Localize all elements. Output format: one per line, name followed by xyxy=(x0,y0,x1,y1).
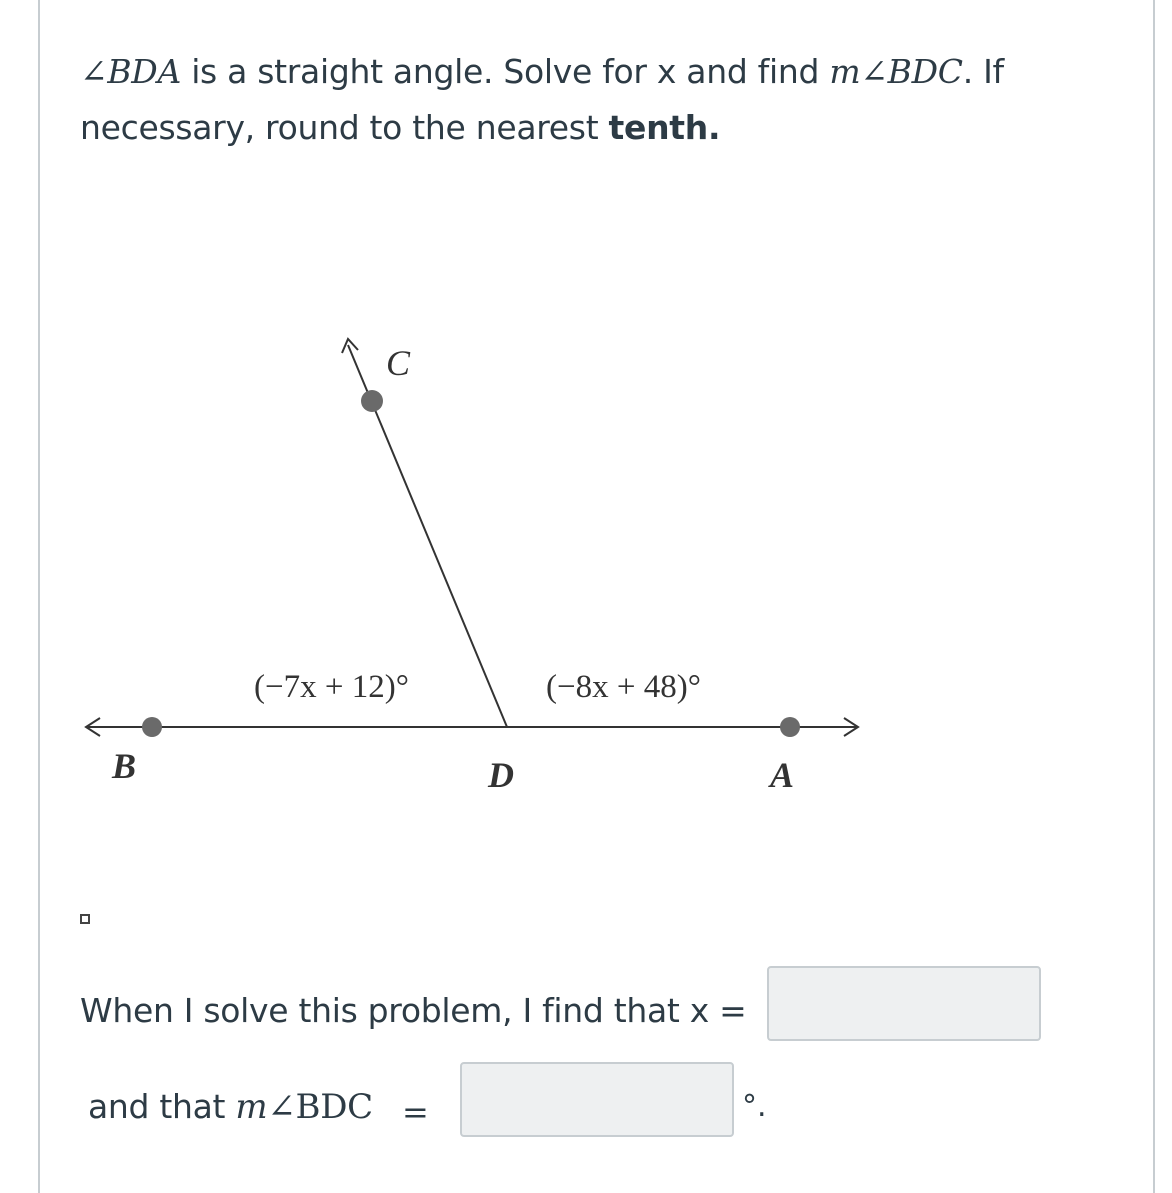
answer-x-prompt: When I solve this problem, I find that x = xyxy=(80,991,747,1030)
label-b: B xyxy=(112,746,137,786)
prompt-var-x: x xyxy=(656,52,677,91)
prompt-text-1: is a straight angle. Solve for xyxy=(181,52,657,91)
angle-diagram xyxy=(78,325,868,805)
label-c: C xyxy=(386,343,411,383)
prompt-text-2: and find xyxy=(676,52,830,91)
label-a: A xyxy=(770,755,795,795)
question-prompt xyxy=(80,44,1090,156)
point-b xyxy=(142,717,162,737)
point-a xyxy=(780,717,800,737)
answer-angle-prompt: and that m∠BDC xyxy=(88,1087,373,1127)
right-angle-label: (−8x + 48)° xyxy=(546,669,701,705)
prompt-text-3: . If necessary, round to the nearest xyxy=(80,52,1004,147)
left-angle-label: (−7x + 12)° xyxy=(254,669,409,705)
answer-angle-input[interactable] xyxy=(460,1062,734,1137)
angle-bda-math: ∠BDA xyxy=(80,52,181,91)
prompt-bold-word: tenth. xyxy=(608,108,721,147)
equals-sign: = xyxy=(402,1093,429,1131)
answer-x-input[interactable] xyxy=(767,966,1041,1041)
angle-bdc-math: m∠BDC xyxy=(829,52,963,91)
angle-bdc-math-answer: m∠BDC xyxy=(235,1087,373,1127)
degree-suffix: °. xyxy=(742,1089,767,1124)
point-c xyxy=(361,390,383,412)
broken-image-icon xyxy=(80,914,90,924)
label-d: D xyxy=(488,755,514,795)
angle-diagram-svg xyxy=(78,325,868,805)
